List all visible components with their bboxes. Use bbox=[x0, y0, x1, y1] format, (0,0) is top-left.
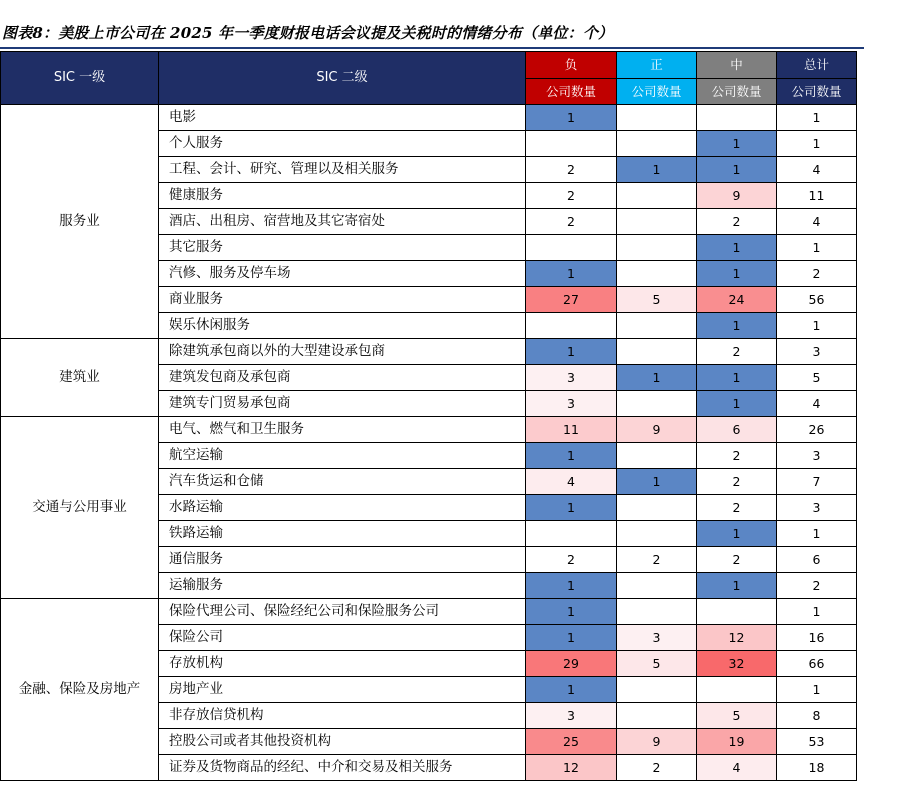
sic2-label: 酒店、出租房、宿营地及其它寄宿处 bbox=[159, 209, 526, 235]
total-count-cell: 2 bbox=[777, 261, 857, 287]
header-neutral: 中 bbox=[697, 52, 777, 79]
neutral-count-cell: 1 bbox=[697, 157, 777, 183]
sic2-label: 非存放信贷机构 bbox=[159, 703, 526, 729]
negative-count-cell: 2 bbox=[526, 157, 617, 183]
sic2-label: 除建筑承包商以外的大型建设承包商 bbox=[159, 339, 526, 365]
total-count-cell: 6 bbox=[777, 547, 857, 573]
negative-count-cell: 1 bbox=[526, 443, 617, 469]
positive-count-cell: 1 bbox=[617, 469, 697, 495]
header-positive-count: 公司数量 bbox=[617, 78, 697, 105]
table-row bbox=[1, 339, 857, 365]
negative-count-cell: 1 bbox=[526, 625, 617, 651]
sic2-label: 存放机构 bbox=[159, 651, 526, 677]
header-negative-count: 公司数量 bbox=[526, 78, 617, 105]
total-count-cell: 1 bbox=[777, 521, 857, 547]
negative-count-cell: 12 bbox=[526, 755, 617, 781]
neutral-count-cell: 2 bbox=[697, 209, 777, 235]
sic1-group-label: 交通与公用事业 bbox=[1, 417, 159, 599]
neutral-count-cell bbox=[697, 599, 777, 625]
header-total-count: 公司数量 bbox=[777, 78, 857, 105]
positive-count-cell bbox=[617, 521, 697, 547]
sic2-label: 汽修、服务及停车场 bbox=[159, 261, 526, 287]
sic1-group-label: 服务业 bbox=[1, 105, 159, 339]
negative-count-cell bbox=[526, 235, 617, 261]
header-row-1 bbox=[1, 52, 857, 79]
neutral-count-cell: 19 bbox=[697, 729, 777, 755]
neutral-count-cell: 1 bbox=[697, 131, 777, 157]
total-count-cell: 1 bbox=[777, 599, 857, 625]
positive-count-cell bbox=[617, 313, 697, 339]
sic2-label: 商业服务 bbox=[159, 287, 526, 313]
negative-count-cell: 27 bbox=[526, 287, 617, 313]
positive-count-cell: 5 bbox=[617, 651, 697, 677]
table-body bbox=[1, 105, 857, 781]
total-count-cell: 4 bbox=[777, 157, 857, 183]
total-count-cell: 1 bbox=[777, 105, 857, 131]
sic2-label: 建筑发包商及承包商 bbox=[159, 365, 526, 391]
total-count-cell: 53 bbox=[777, 729, 857, 755]
sic2-label: 运输服务 bbox=[159, 573, 526, 599]
header-positive: 正 bbox=[617, 52, 697, 79]
total-count-cell: 1 bbox=[777, 677, 857, 703]
sic2-label: 证券及货物商品的经纪、中介和交易及相关服务 bbox=[159, 755, 526, 781]
sic2-label: 水路运输 bbox=[159, 495, 526, 521]
sic2-label: 控股公司或者其他投资机构 bbox=[159, 729, 526, 755]
sic2-label: 铁路运输 bbox=[159, 521, 526, 547]
positive-count-cell bbox=[617, 677, 697, 703]
positive-count-cell bbox=[617, 209, 697, 235]
neutral-count-cell: 2 bbox=[697, 469, 777, 495]
sic2-label: 电影 bbox=[159, 105, 526, 131]
negative-count-cell: 1 bbox=[526, 495, 617, 521]
negative-count-cell: 1 bbox=[526, 573, 617, 599]
total-count-cell: 56 bbox=[777, 287, 857, 313]
negative-count-cell bbox=[526, 521, 617, 547]
neutral-count-cell: 2 bbox=[697, 443, 777, 469]
neutral-count-cell: 32 bbox=[697, 651, 777, 677]
figure-title: 图表8：美股上市公司在 2025 年一季度财报电话会议提及关税时的情绪分布（单位：个） bbox=[2, 24, 614, 42]
negative-count-cell: 2 bbox=[526, 547, 617, 573]
total-count-cell: 26 bbox=[777, 417, 857, 443]
negative-count-cell: 3 bbox=[526, 391, 617, 417]
positive-count-cell bbox=[617, 703, 697, 729]
sic2-label: 电气、燃气和卫生服务 bbox=[159, 417, 526, 443]
positive-count-cell bbox=[617, 573, 697, 599]
sic2-label: 建筑专门贸易承包商 bbox=[159, 391, 526, 417]
total-count-cell: 3 bbox=[777, 495, 857, 521]
total-count-cell: 16 bbox=[777, 625, 857, 651]
positive-count-cell bbox=[617, 261, 697, 287]
negative-count-cell: 1 bbox=[526, 105, 617, 131]
total-count-cell: 1 bbox=[777, 313, 857, 339]
neutral-count-cell: 1 bbox=[697, 261, 777, 287]
neutral-count-cell: 2 bbox=[697, 547, 777, 573]
sic2-label: 其它服务 bbox=[159, 235, 526, 261]
neutral-count-cell: 1 bbox=[697, 365, 777, 391]
sic2-label: 工程、会计、研究、管理以及相关服务 bbox=[159, 157, 526, 183]
sic2-label: 航空运输 bbox=[159, 443, 526, 469]
total-count-cell: 18 bbox=[777, 755, 857, 781]
positive-count-cell bbox=[617, 599, 697, 625]
positive-count-cell bbox=[617, 105, 697, 131]
sic2-label: 保险公司 bbox=[159, 625, 526, 651]
negative-count-cell: 3 bbox=[526, 703, 617, 729]
sentiment-table bbox=[0, 51, 857, 781]
neutral-count-cell: 4 bbox=[697, 755, 777, 781]
negative-count-cell bbox=[526, 131, 617, 157]
neutral-count-cell: 1 bbox=[697, 521, 777, 547]
negative-count-cell: 25 bbox=[526, 729, 617, 755]
positive-count-cell: 3 bbox=[617, 625, 697, 651]
total-count-cell: 3 bbox=[777, 339, 857, 365]
total-count-cell: 4 bbox=[777, 391, 857, 417]
total-count-cell: 4 bbox=[777, 209, 857, 235]
sic1-group-label: 金融、保险及房地产 bbox=[1, 599, 159, 781]
positive-count-cell: 9 bbox=[617, 729, 697, 755]
neutral-count-cell: 1 bbox=[697, 235, 777, 261]
total-count-cell: 1 bbox=[777, 235, 857, 261]
neutral-count-cell: 12 bbox=[697, 625, 777, 651]
positive-count-cell: 2 bbox=[617, 755, 697, 781]
header-negative: 负 bbox=[526, 52, 617, 79]
neutral-count-cell: 2 bbox=[697, 495, 777, 521]
table-row bbox=[1, 417, 857, 443]
total-count-cell: 7 bbox=[777, 469, 857, 495]
total-count-cell: 8 bbox=[777, 703, 857, 729]
header-sic2: SIC 二级 bbox=[159, 52, 526, 105]
positive-count-cell bbox=[617, 131, 697, 157]
neutral-count-cell bbox=[697, 105, 777, 131]
total-count-cell: 3 bbox=[777, 443, 857, 469]
sic2-label: 娱乐休闲服务 bbox=[159, 313, 526, 339]
total-count-cell: 11 bbox=[777, 183, 857, 209]
sic1-group-label: 建筑业 bbox=[1, 339, 159, 417]
positive-count-cell bbox=[617, 391, 697, 417]
sic2-label: 汽车货运和仓储 bbox=[159, 469, 526, 495]
total-count-cell: 2 bbox=[777, 573, 857, 599]
positive-count-cell bbox=[617, 443, 697, 469]
neutral-count-cell: 1 bbox=[697, 313, 777, 339]
neutral-count-cell bbox=[697, 677, 777, 703]
positive-count-cell bbox=[617, 183, 697, 209]
negative-count-cell: 1 bbox=[526, 261, 617, 287]
neutral-count-cell: 2 bbox=[697, 339, 777, 365]
sic2-label: 健康服务 bbox=[159, 183, 526, 209]
negative-count-cell: 4 bbox=[526, 469, 617, 495]
negative-count-cell: 2 bbox=[526, 209, 617, 235]
positive-count-cell: 1 bbox=[617, 365, 697, 391]
total-count-cell: 66 bbox=[777, 651, 857, 677]
neutral-count-cell: 9 bbox=[697, 183, 777, 209]
total-count-cell: 5 bbox=[777, 365, 857, 391]
positive-count-cell: 5 bbox=[617, 287, 697, 313]
positive-count-cell: 9 bbox=[617, 417, 697, 443]
table-row bbox=[1, 105, 857, 131]
negative-count-cell: 1 bbox=[526, 339, 617, 365]
negative-count-cell: 3 bbox=[526, 365, 617, 391]
positive-count-cell bbox=[617, 495, 697, 521]
negative-count-cell: 11 bbox=[526, 417, 617, 443]
sic2-label: 个人服务 bbox=[159, 131, 526, 157]
positive-count-cell: 2 bbox=[617, 547, 697, 573]
neutral-count-cell: 24 bbox=[697, 287, 777, 313]
negative-count-cell: 1 bbox=[526, 677, 617, 703]
positive-count-cell bbox=[617, 339, 697, 365]
table-row bbox=[1, 599, 857, 625]
positive-count-cell bbox=[617, 235, 697, 261]
sic2-label: 房地产业 bbox=[159, 677, 526, 703]
header-total: 总计 bbox=[777, 52, 857, 79]
neutral-count-cell: 5 bbox=[697, 703, 777, 729]
neutral-count-cell: 1 bbox=[697, 573, 777, 599]
negative-count-cell: 2 bbox=[526, 183, 617, 209]
negative-count-cell: 29 bbox=[526, 651, 617, 677]
header-neutral-count: 公司数量 bbox=[697, 78, 777, 105]
positive-count-cell: 1 bbox=[617, 157, 697, 183]
negative-count-cell bbox=[526, 313, 617, 339]
neutral-count-cell: 1 bbox=[697, 391, 777, 417]
sic2-label: 保险代理公司、保险经纪公司和保险服务公司 bbox=[159, 599, 526, 625]
neutral-count-cell: 6 bbox=[697, 417, 777, 443]
negative-count-cell: 1 bbox=[526, 599, 617, 625]
header-sic1: SIC 一级 bbox=[1, 52, 159, 105]
title-rule bbox=[0, 47, 864, 49]
sic2-label: 通信服务 bbox=[159, 547, 526, 573]
total-count-cell: 1 bbox=[777, 131, 857, 157]
